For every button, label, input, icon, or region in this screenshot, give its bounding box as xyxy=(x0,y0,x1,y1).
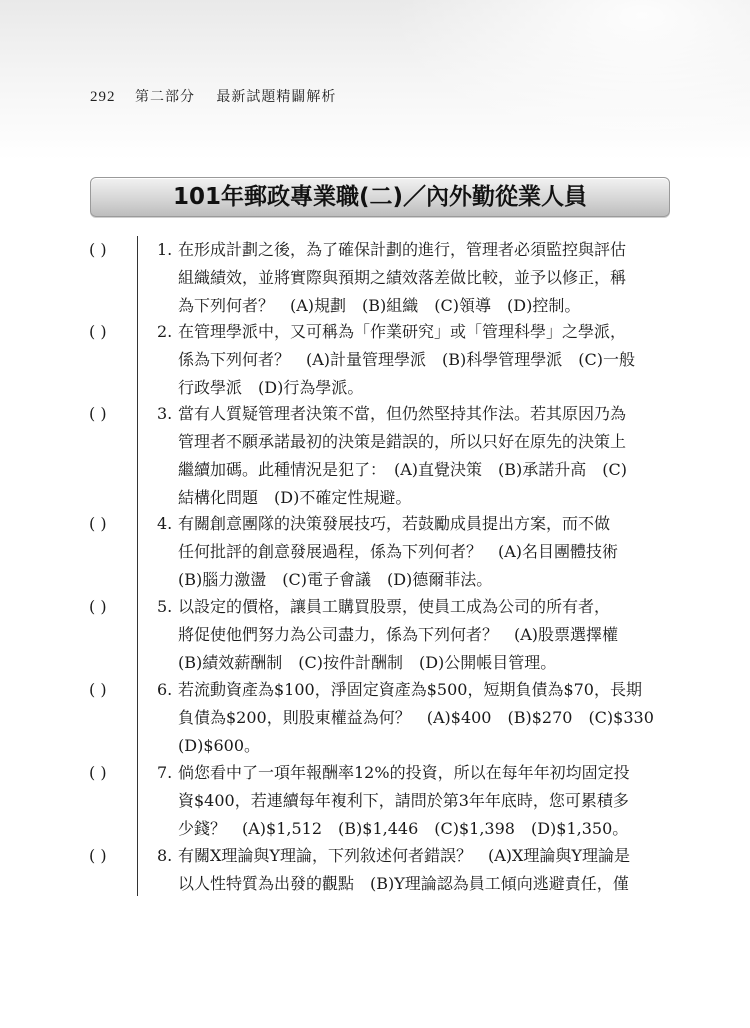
question-line-text: 在管理學派中，又可稱為「作業研究」或「管理科學」之學派， xyxy=(178,322,627,341)
question-text xyxy=(157,593,669,677)
question-line: 為下列何者？ (A)規劃 (B)組織 (C)領導 (D)控制。 xyxy=(178,296,581,315)
question-first-line xyxy=(157,236,669,264)
answer-blank[interactable]: ( ) xyxy=(89,322,107,341)
question-first-line xyxy=(157,318,669,346)
question-number: 3. xyxy=(157,404,173,423)
section-label: 最新試題精闢解析 xyxy=(216,89,337,105)
question-text xyxy=(157,510,669,594)
question-line: 管理者不願承諾最初的決策是錯誤的，所以只好在原先的決策上 xyxy=(178,432,627,451)
question-line: (B)績效薪酬制 (C)按件計酬制 (D)公開帳目管理。 xyxy=(178,653,557,672)
question-line-text: 有關創意團隊的決策發展技巧，若鼓勵成員提出方案，而不做 xyxy=(178,514,611,533)
answer-blank[interactable]: ( ) xyxy=(89,597,107,616)
question-line-text: 在形成計劃之後，為了確保計劃的進行，管理者必須監控與評估 xyxy=(178,240,627,259)
question-line: (B)腦力激盪 (C)電子會議 (D)德爾菲法。 xyxy=(178,570,493,589)
question-text xyxy=(157,842,669,898)
question-line: 組織績效，並將實際與預期之績效落差做比較，並予以修正，稱 xyxy=(178,268,627,287)
question-line: (D)$600。 xyxy=(178,736,261,755)
answer-blank[interactable]: ( ) xyxy=(89,680,107,699)
question-number: 4. xyxy=(157,514,173,533)
question-line-text: 倘您看中了一項年報酬率12%的投資，所以在每年年初均固定投 xyxy=(178,763,630,782)
question-line: 結構化問題 (D)不確定性規避。 xyxy=(178,488,412,507)
page-header-shading xyxy=(0,0,750,160)
answer-column-divider xyxy=(137,236,138,896)
exam-title: 101年郵政專業職(二)／內外勤從業人員 xyxy=(172,184,588,210)
running-header xyxy=(90,86,336,106)
question-first-line xyxy=(157,676,669,704)
question-line-text: 有關X理論與Y理論，下列敘述何者錯誤？ (A)X理論與Y理論是 xyxy=(178,846,630,865)
question-text xyxy=(157,676,669,760)
question-line: 以人性特質為出發的觀點 (B)Y理論認為員工傾向逃避責任，僅 xyxy=(178,874,629,893)
question-text xyxy=(157,318,669,402)
answer-blank[interactable]: ( ) xyxy=(89,514,107,533)
question-number: 8. xyxy=(157,846,173,865)
question-line: 繼續加碼。此種情況是犯了： (A)直覺決策 (B)承諾升高 (C) xyxy=(178,460,628,479)
question-line: 行政學派 (D)行為學派。 xyxy=(178,378,364,397)
question-line: 負債為$200，則股東權益為何？ (A)$400 (B)$270 (C)$330 xyxy=(178,708,654,727)
page-number: 292 xyxy=(90,89,116,105)
question-number: 6. xyxy=(157,680,173,699)
answer-blank[interactable]: ( ) xyxy=(89,240,107,259)
question-number: 5. xyxy=(157,597,173,616)
question-line-text: 當有人質疑管理者決策不當，但仍然堅持其作法。若其原因乃為 xyxy=(178,404,627,423)
question-first-line xyxy=(157,842,669,870)
question-number: 7. xyxy=(157,763,173,782)
question-line-text: 以設定的價格，讓員工購買股票，使員工成為公司的所有者， xyxy=(178,597,611,616)
question-first-line xyxy=(157,759,669,787)
question-first-line xyxy=(157,510,669,538)
question-line: 任何批評的創意發展過程，係為下列何者？ (A)名目團體技術 xyxy=(178,542,619,561)
answer-blank[interactable]: ( ) xyxy=(89,846,107,865)
question-line: 係為下列何者？ (A)計量管理學派 (B)科學管理學派 (C)一般 xyxy=(178,350,636,369)
question-number: 2. xyxy=(157,322,173,341)
part-label: 第二部分 xyxy=(134,89,195,105)
question-line: 資$400，若連續每年複利下，請問於第3年年底時，您可累積多 xyxy=(178,791,629,810)
answer-blank[interactable]: ( ) xyxy=(89,763,107,782)
exam-title-banner xyxy=(90,177,670,217)
question-text xyxy=(157,759,669,843)
question-number: 1. xyxy=(157,240,173,259)
question-text xyxy=(157,236,669,320)
answer-blank[interactable]: ( ) xyxy=(89,404,107,423)
question-line-text: 若流動資產為$100，淨固定資產為$500，短期負債為$70，長期 xyxy=(178,680,642,699)
question-text xyxy=(157,400,669,512)
question-line: 少錢？ (A)$1,512 (B)$1,446 (C)$1,398 (D)$1,350。 xyxy=(178,819,629,838)
question-first-line xyxy=(157,593,669,621)
question-line: 將促使他們努力為公司盡力，係為下列何者？ (A)股票選擇權 xyxy=(178,625,619,644)
question-first-line xyxy=(157,400,669,428)
